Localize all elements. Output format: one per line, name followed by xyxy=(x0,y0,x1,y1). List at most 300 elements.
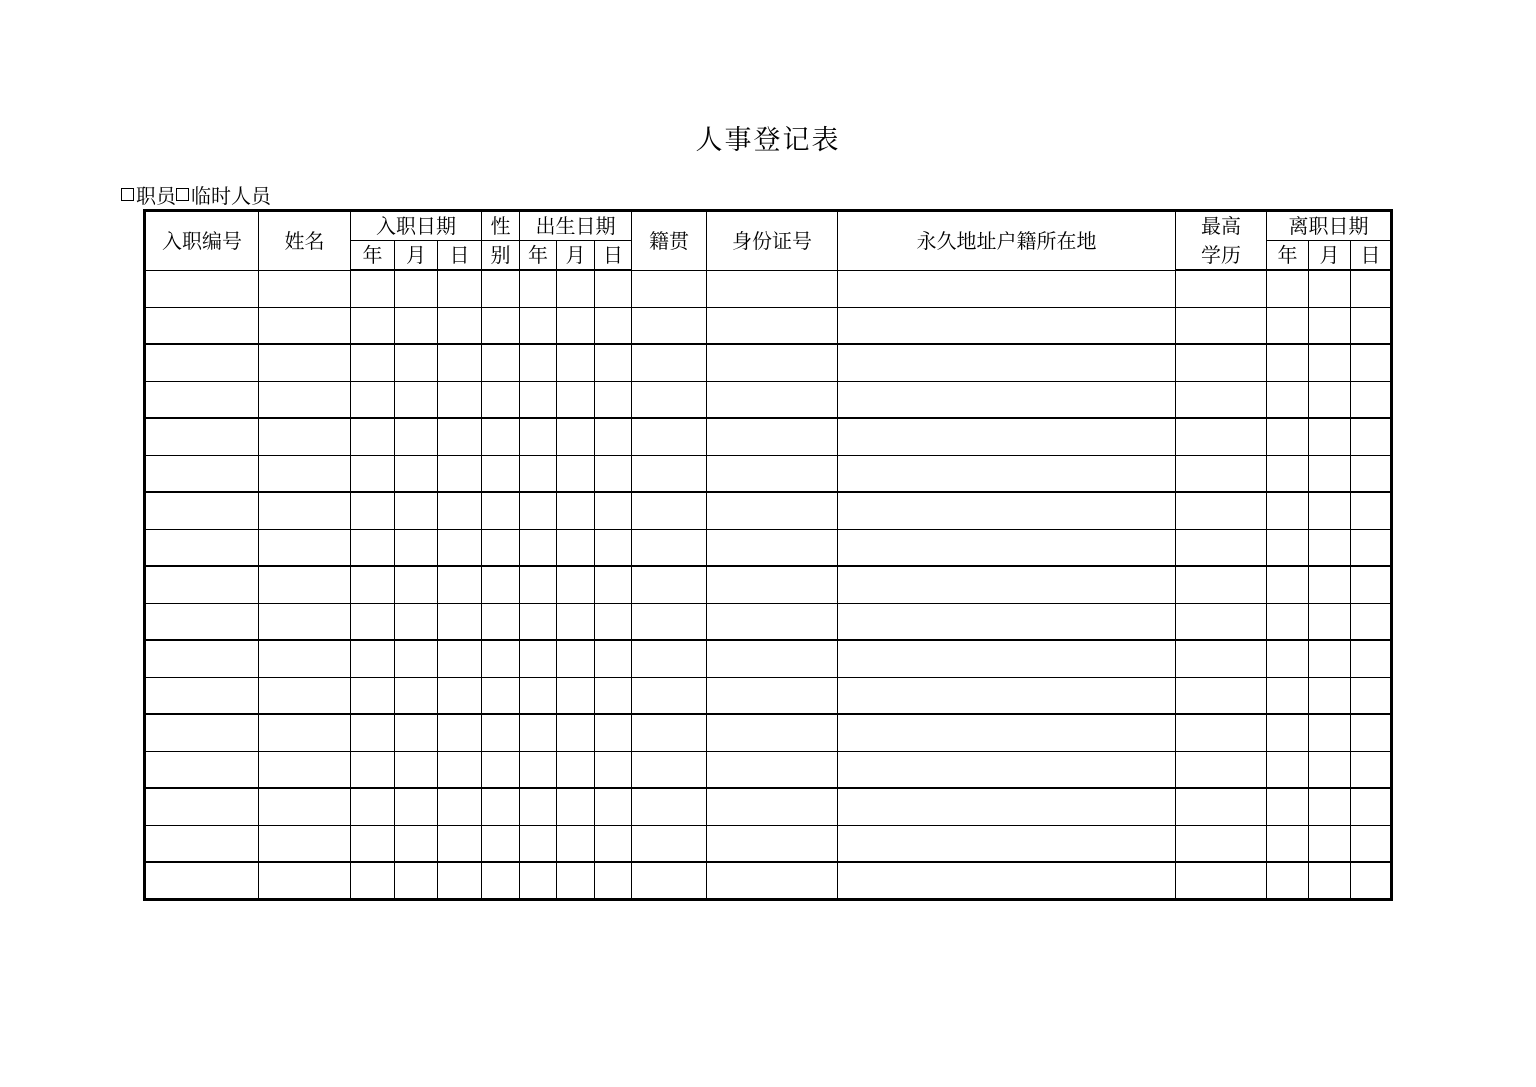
address-cell[interactable] xyxy=(838,492,1176,529)
birth-day-cell[interactable] xyxy=(595,714,632,751)
address-cell[interactable] xyxy=(838,381,1176,418)
leave-month-cell[interactable] xyxy=(1309,492,1351,529)
leave-day-cell[interactable] xyxy=(1351,603,1392,640)
leave-year-cell[interactable] xyxy=(1267,270,1309,307)
entry-month-cell[interactable] xyxy=(395,640,438,677)
name-cell[interactable] xyxy=(259,529,351,566)
education-cell[interactable] xyxy=(1176,862,1267,899)
entry-month-cell[interactable] xyxy=(395,307,438,344)
gender-cell[interactable] xyxy=(482,825,520,862)
entry-month-cell[interactable] xyxy=(395,455,438,492)
address-cell[interactable] xyxy=(838,862,1176,899)
name-cell[interactable] xyxy=(259,418,351,455)
header-birth-year: 年 xyxy=(520,241,557,271)
category-temporary[interactable] xyxy=(176,180,271,209)
entry-no-cell[interactable] xyxy=(145,788,259,825)
birth-day-cell[interactable] xyxy=(595,640,632,677)
gender-cell[interactable] xyxy=(482,566,520,603)
address-cell[interactable] xyxy=(838,418,1176,455)
entry-year-cell[interactable] xyxy=(351,418,395,455)
table-row xyxy=(145,825,1392,862)
id-number-cell[interactable] xyxy=(707,529,838,566)
id-number-cell[interactable] xyxy=(707,751,838,788)
education-cell[interactable] xyxy=(1176,529,1267,566)
leave-month-cell[interactable] xyxy=(1309,751,1351,788)
leave-year-cell[interactable] xyxy=(1267,344,1309,381)
entry-month-cell[interactable] xyxy=(395,344,438,381)
birth-month-cell[interactable] xyxy=(557,862,595,899)
entry-no-cell[interactable] xyxy=(145,344,259,381)
leave-month-cell[interactable] xyxy=(1309,344,1351,381)
native-place-cell[interactable] xyxy=(632,455,707,492)
birth-month-cell[interactable] xyxy=(557,566,595,603)
leave-month-cell[interactable] xyxy=(1309,603,1351,640)
gender-cell[interactable] xyxy=(482,788,520,825)
table-row xyxy=(145,566,1392,603)
entry-no-cell[interactable] xyxy=(145,566,259,603)
entry-month-cell[interactable] xyxy=(395,418,438,455)
leave-year-cell[interactable] xyxy=(1267,862,1309,899)
birth-year-cell[interactable] xyxy=(520,455,557,492)
education-cell[interactable] xyxy=(1176,492,1267,529)
leave-year-cell[interactable] xyxy=(1267,455,1309,492)
education-cell[interactable] xyxy=(1176,714,1267,751)
name-cell[interactable] xyxy=(259,825,351,862)
leave-year-cell[interactable] xyxy=(1267,751,1309,788)
name-cell[interactable] xyxy=(259,603,351,640)
leave-month-cell[interactable] xyxy=(1309,788,1351,825)
header-entry-month: 月 xyxy=(395,241,438,271)
leave-month-cell[interactable] xyxy=(1309,825,1351,862)
table-row xyxy=(145,603,1392,640)
name-cell[interactable] xyxy=(259,344,351,381)
leave-day-cell[interactable] xyxy=(1351,677,1392,714)
leave-day-cell[interactable] xyxy=(1351,788,1392,825)
name-cell[interactable] xyxy=(259,381,351,418)
education-cell[interactable] xyxy=(1176,270,1267,307)
leave-day-cell[interactable] xyxy=(1351,862,1392,899)
leave-day-cell[interactable] xyxy=(1351,529,1392,566)
id-number-cell[interactable] xyxy=(707,307,838,344)
entry-no-cell[interactable] xyxy=(145,862,259,899)
birth-month-cell[interactable] xyxy=(557,418,595,455)
native-place-cell[interactable] xyxy=(632,344,707,381)
leave-month-cell[interactable] xyxy=(1309,307,1351,344)
gender-cell[interactable] xyxy=(482,677,520,714)
leave-month-cell[interactable] xyxy=(1309,566,1351,603)
native-place-cell[interactable] xyxy=(632,714,707,751)
native-place-cell[interactable] xyxy=(632,566,707,603)
id-number-cell[interactable] xyxy=(707,603,838,640)
category-staff[interactable] xyxy=(121,180,176,209)
entry-day-cell[interactable] xyxy=(438,492,482,529)
address-cell[interactable] xyxy=(838,566,1176,603)
header-name: 姓名 xyxy=(259,211,351,271)
native-place-cell[interactable] xyxy=(632,381,707,418)
leave-day-cell[interactable] xyxy=(1351,344,1392,381)
id-number-cell[interactable] xyxy=(707,270,838,307)
header-leave-date: 离职日期 xyxy=(1267,211,1392,241)
entry-no-cell[interactable] xyxy=(145,270,259,307)
entry-day-cell[interactable] xyxy=(438,862,482,899)
leave-day-cell[interactable] xyxy=(1351,714,1392,751)
name-cell[interactable] xyxy=(259,492,351,529)
native-place-cell[interactable] xyxy=(632,418,707,455)
leave-year-cell[interactable] xyxy=(1267,307,1309,344)
native-place-cell[interactable] xyxy=(632,862,707,899)
table-row xyxy=(145,492,1392,529)
birth-year-cell[interactable] xyxy=(520,418,557,455)
address-cell[interactable] xyxy=(838,825,1176,862)
entry-no-cell[interactable] xyxy=(145,825,259,862)
entry-day-cell[interactable] xyxy=(438,455,482,492)
birth-month-cell[interactable] xyxy=(557,381,595,418)
birth-month-cell[interactable] xyxy=(557,677,595,714)
entry-year-cell[interactable] xyxy=(351,862,395,899)
entry-month-cell[interactable] xyxy=(395,381,438,418)
education-cell[interactable] xyxy=(1176,640,1267,677)
birth-day-cell[interactable] xyxy=(595,455,632,492)
entry-month-cell[interactable] xyxy=(395,862,438,899)
birth-year-cell[interactable] xyxy=(520,270,557,307)
table-body xyxy=(145,270,1392,899)
native-place-cell[interactable] xyxy=(632,825,707,862)
birth-day-cell[interactable] xyxy=(595,381,632,418)
birth-day-cell[interactable] xyxy=(595,751,632,788)
entry-no-cell[interactable] xyxy=(145,603,259,640)
birth-day-cell[interactable] xyxy=(595,825,632,862)
id-number-cell[interactable] xyxy=(707,677,838,714)
id-number-cell[interactable] xyxy=(707,788,838,825)
table-row xyxy=(145,381,1392,418)
education-cell[interactable] xyxy=(1176,418,1267,455)
entry-no-cell[interactable] xyxy=(145,455,259,492)
birth-month-cell[interactable] xyxy=(557,492,595,529)
leave-year-cell[interactable] xyxy=(1267,603,1309,640)
id-number-cell[interactable] xyxy=(707,825,838,862)
gender-cell[interactable] xyxy=(482,270,520,307)
entry-day-cell[interactable] xyxy=(438,418,482,455)
birth-year-cell[interactable] xyxy=(520,677,557,714)
id-number-cell[interactable] xyxy=(707,344,838,381)
address-cell[interactable] xyxy=(838,455,1176,492)
entry-day-cell[interactable] xyxy=(438,529,482,566)
birth-year-cell[interactable] xyxy=(520,825,557,862)
birth-day-cell[interactable] xyxy=(595,677,632,714)
name-cell[interactable] xyxy=(259,566,351,603)
entry-day-cell[interactable] xyxy=(438,714,482,751)
birth-year-cell[interactable] xyxy=(520,714,557,751)
entry-no-cell[interactable] xyxy=(145,492,259,529)
birth-day-cell[interactable] xyxy=(595,307,632,344)
birth-year-cell[interactable] xyxy=(520,529,557,566)
gender-cell[interactable] xyxy=(482,381,520,418)
id-number-cell[interactable] xyxy=(707,455,838,492)
education-cell[interactable] xyxy=(1176,566,1267,603)
birth-month-cell[interactable] xyxy=(557,751,595,788)
entry-day-cell[interactable] xyxy=(438,270,482,307)
birth-month-cell[interactable] xyxy=(557,344,595,381)
name-cell[interactable] xyxy=(259,677,351,714)
entry-month-cell[interactable] xyxy=(395,566,438,603)
id-number-cell[interactable] xyxy=(707,492,838,529)
entry-day-cell[interactable] xyxy=(438,381,482,418)
id-number-cell[interactable] xyxy=(707,640,838,677)
entry-day-cell[interactable] xyxy=(438,677,482,714)
entry-day-cell[interactable] xyxy=(438,344,482,381)
birth-month-cell[interactable] xyxy=(557,529,595,566)
birth-month-cell[interactable] xyxy=(557,270,595,307)
entry-day-cell[interactable] xyxy=(438,640,482,677)
birth-month-cell[interactable] xyxy=(557,455,595,492)
entry-year-cell[interactable] xyxy=(351,714,395,751)
leave-year-cell[interactable] xyxy=(1267,529,1309,566)
id-number-cell[interactable] xyxy=(707,418,838,455)
native-place-cell[interactable] xyxy=(632,307,707,344)
table-row xyxy=(145,714,1392,751)
entry-year-cell[interactable] xyxy=(351,344,395,381)
address-cell[interactable] xyxy=(838,344,1176,381)
gender-cell[interactable] xyxy=(482,344,520,381)
address-cell[interactable] xyxy=(838,640,1176,677)
entry-year-cell[interactable] xyxy=(351,640,395,677)
entry-day-cell[interactable] xyxy=(438,603,482,640)
entry-no-cell[interactable] xyxy=(145,381,259,418)
id-number-cell[interactable] xyxy=(707,714,838,751)
entry-year-cell[interactable] xyxy=(351,603,395,640)
gender-cell[interactable] xyxy=(482,603,520,640)
birth-month-cell[interactable] xyxy=(557,788,595,825)
entry-year-cell[interactable] xyxy=(351,270,395,307)
name-cell[interactable] xyxy=(259,270,351,307)
header-leave-day: 日 xyxy=(1351,241,1392,271)
id-number-cell[interactable] xyxy=(707,381,838,418)
birth-day-cell[interactable] xyxy=(595,418,632,455)
address-cell[interactable] xyxy=(838,788,1176,825)
id-number-cell[interactable] xyxy=(707,862,838,899)
leave-year-cell[interactable] xyxy=(1267,825,1309,862)
gender-cell[interactable] xyxy=(482,418,520,455)
gender-cell[interactable] xyxy=(482,455,520,492)
gender-cell[interactable] xyxy=(482,714,520,751)
table-row xyxy=(145,751,1392,788)
address-cell[interactable] xyxy=(838,529,1176,566)
header-birth-date: 出生日期 xyxy=(520,211,632,241)
header-address: 永久地址户籍所在地 xyxy=(838,211,1176,271)
education-cell[interactable] xyxy=(1176,751,1267,788)
leave-day-cell[interactable] xyxy=(1351,825,1392,862)
birth-month-cell[interactable] xyxy=(557,825,595,862)
entry-month-cell[interactable] xyxy=(395,492,438,529)
education-cell[interactable] xyxy=(1176,825,1267,862)
name-cell[interactable] xyxy=(259,640,351,677)
entry-day-cell[interactable] xyxy=(438,825,482,862)
birth-day-cell[interactable] xyxy=(595,603,632,640)
table-row xyxy=(145,455,1392,492)
entry-day-cell[interactable] xyxy=(438,307,482,344)
birth-year-cell[interactable] xyxy=(520,788,557,825)
address-cell[interactable] xyxy=(838,307,1176,344)
birth-year-cell[interactable] xyxy=(520,862,557,899)
native-place-cell[interactable] xyxy=(632,640,707,677)
education-cell[interactable] xyxy=(1176,307,1267,344)
birth-month-cell[interactable] xyxy=(557,307,595,344)
leave-year-cell[interactable] xyxy=(1267,381,1309,418)
address-cell[interactable] xyxy=(838,603,1176,640)
birth-year-cell[interactable] xyxy=(520,603,557,640)
birth-year-cell[interactable] xyxy=(520,344,557,381)
leave-month-cell[interactable] xyxy=(1309,529,1351,566)
gender-cell[interactable] xyxy=(482,307,520,344)
birth-day-cell[interactable] xyxy=(595,270,632,307)
entry-day-cell[interactable] xyxy=(438,751,482,788)
entry-year-cell[interactable] xyxy=(351,566,395,603)
entry-year-cell[interactable] xyxy=(351,751,395,788)
header-entry-year: 年 xyxy=(351,241,395,271)
education-cell[interactable] xyxy=(1176,455,1267,492)
leave-month-cell[interactable] xyxy=(1309,381,1351,418)
name-cell[interactable] xyxy=(259,714,351,751)
leave-day-cell[interactable] xyxy=(1351,270,1392,307)
temporary-checkbox[interactable] xyxy=(176,188,189,201)
entry-day-cell[interactable] xyxy=(438,566,482,603)
leave-month-cell[interactable] xyxy=(1309,640,1351,677)
birth-year-cell[interactable] xyxy=(520,307,557,344)
leave-month-cell[interactable] xyxy=(1309,418,1351,455)
education-cell[interactable] xyxy=(1176,603,1267,640)
staff-checkbox[interactable] xyxy=(121,188,134,201)
native-place-cell[interactable] xyxy=(632,270,707,307)
entry-year-cell[interactable] xyxy=(351,529,395,566)
name-cell[interactable] xyxy=(259,788,351,825)
entry-year-cell[interactable] xyxy=(351,788,395,825)
leave-month-cell[interactable] xyxy=(1309,862,1351,899)
id-number-cell[interactable] xyxy=(707,566,838,603)
leave-day-cell[interactable] xyxy=(1351,566,1392,603)
table-row xyxy=(145,529,1392,566)
address-cell[interactable] xyxy=(838,270,1176,307)
birth-day-cell[interactable] xyxy=(595,492,632,529)
native-place-cell[interactable] xyxy=(632,492,707,529)
gender-cell[interactable] xyxy=(482,492,520,529)
leave-day-cell[interactable] xyxy=(1351,418,1392,455)
entry-no-cell[interactable] xyxy=(145,640,259,677)
header-birth-month: 月 xyxy=(557,241,595,271)
header-leave-year: 年 xyxy=(1267,241,1309,271)
leave-year-cell[interactable] xyxy=(1267,566,1309,603)
birth-day-cell[interactable] xyxy=(595,788,632,825)
entry-year-cell[interactable] xyxy=(351,307,395,344)
birth-day-cell[interactable] xyxy=(595,862,632,899)
entry-no-cell[interactable] xyxy=(145,307,259,344)
entry-no-cell[interactable] xyxy=(145,714,259,751)
gender-cell[interactable] xyxy=(482,751,520,788)
leave-day-cell[interactable] xyxy=(1351,455,1392,492)
leave-day-cell[interactable] xyxy=(1351,307,1392,344)
name-cell[interactable] xyxy=(259,455,351,492)
leave-month-cell[interactable] xyxy=(1309,714,1351,751)
birth-month-cell[interactable] xyxy=(557,714,595,751)
address-cell[interactable] xyxy=(838,751,1176,788)
leave-year-cell[interactable] xyxy=(1267,714,1309,751)
native-place-cell[interactable] xyxy=(632,751,707,788)
entry-month-cell[interactable] xyxy=(395,270,438,307)
leave-year-cell[interactable] xyxy=(1267,418,1309,455)
native-place-cell[interactable] xyxy=(632,603,707,640)
gender-cell[interactable] xyxy=(482,640,520,677)
gender-cell[interactable] xyxy=(482,862,520,899)
birth-year-cell[interactable] xyxy=(520,492,557,529)
name-cell[interactable] xyxy=(259,307,351,344)
birth-year-cell[interactable] xyxy=(520,566,557,603)
name-cell[interactable] xyxy=(259,862,351,899)
leave-day-cell[interactable] xyxy=(1351,640,1392,677)
leave-day-cell[interactable] xyxy=(1351,751,1392,788)
leave-day-cell[interactable] xyxy=(1351,381,1392,418)
birth-day-cell[interactable] xyxy=(595,529,632,566)
leave-day-cell[interactable] xyxy=(1351,492,1392,529)
leave-year-cell[interactable] xyxy=(1267,788,1309,825)
address-cell[interactable] xyxy=(838,677,1176,714)
name-cell[interactable] xyxy=(259,751,351,788)
leave-month-cell[interactable] xyxy=(1309,677,1351,714)
entry-year-cell[interactable] xyxy=(351,455,395,492)
birth-month-cell[interactable] xyxy=(557,603,595,640)
entry-no-cell[interactable] xyxy=(145,529,259,566)
entry-year-cell[interactable] xyxy=(351,677,395,714)
table-row xyxy=(145,677,1392,714)
birth-year-cell[interactable] xyxy=(520,751,557,788)
entry-month-cell[interactable] xyxy=(395,788,438,825)
header-native-place: 籍贯 xyxy=(632,211,707,271)
entry-year-cell[interactable] xyxy=(351,492,395,529)
entry-no-cell[interactable] xyxy=(145,751,259,788)
entry-year-cell[interactable] xyxy=(351,381,395,418)
entry-month-cell[interactable] xyxy=(395,751,438,788)
leave-month-cell[interactable] xyxy=(1309,455,1351,492)
address-cell[interactable] xyxy=(838,714,1176,751)
entry-no-cell[interactable] xyxy=(145,418,259,455)
native-place-cell[interactable] xyxy=(632,677,707,714)
entry-no-cell[interactable] xyxy=(145,677,259,714)
entry-month-cell[interactable] xyxy=(395,825,438,862)
entry-month-cell[interactable] xyxy=(395,529,438,566)
native-place-cell[interactable] xyxy=(632,529,707,566)
entry-month-cell[interactable] xyxy=(395,603,438,640)
gender-cell[interactable] xyxy=(482,529,520,566)
entry-year-cell[interactable] xyxy=(351,825,395,862)
education-cell[interactable] xyxy=(1176,381,1267,418)
entry-month-cell[interactable] xyxy=(395,677,438,714)
native-place-cell[interactable] xyxy=(632,788,707,825)
birth-month-cell[interactable] xyxy=(557,640,595,677)
entry-month-cell[interactable] xyxy=(395,714,438,751)
leave-year-cell[interactable] xyxy=(1267,492,1309,529)
leave-year-cell[interactable] xyxy=(1267,640,1309,677)
education-cell[interactable] xyxy=(1176,344,1267,381)
education-cell[interactable] xyxy=(1176,788,1267,825)
leave-month-cell[interactable] xyxy=(1309,270,1351,307)
entry-day-cell[interactable] xyxy=(438,788,482,825)
education-cell[interactable] xyxy=(1176,677,1267,714)
birth-year-cell[interactable] xyxy=(520,381,557,418)
table-row xyxy=(145,862,1392,899)
birth-day-cell[interactable] xyxy=(595,344,632,381)
birth-day-cell[interactable] xyxy=(595,566,632,603)
header-birth-day: 日 xyxy=(595,241,632,271)
leave-year-cell[interactable] xyxy=(1267,677,1309,714)
birth-year-cell[interactable] xyxy=(520,640,557,677)
